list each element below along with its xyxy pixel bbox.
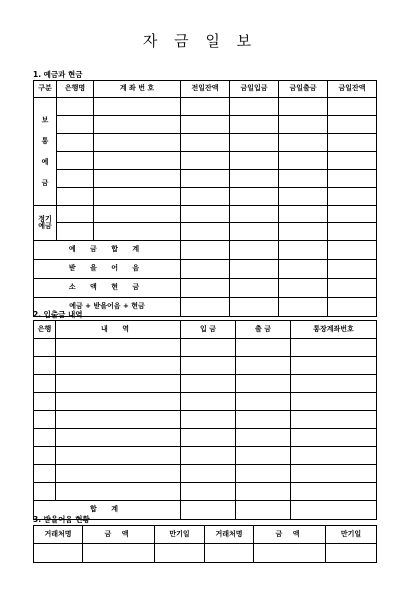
cell[interactable] <box>328 188 377 206</box>
cell[interactable] <box>94 116 181 134</box>
notes-header-row <box>34 526 377 544</box>
header-client-name: 거래처명 <box>34 526 83 544</box>
cell[interactable] <box>236 339 291 357</box>
cell[interactable] <box>94 134 181 152</box>
deposit-total-label: 예 금 합 계 <box>34 241 181 260</box>
cell[interactable] <box>181 339 236 357</box>
cell[interactable] <box>236 429 291 447</box>
cell[interactable] <box>57 170 94 188</box>
deposit-header-row <box>34 81 377 98</box>
cell[interactable] <box>236 411 291 429</box>
notes-receivable-table <box>33 525 377 563</box>
header-withdrawal: 출 금 <box>236 321 291 339</box>
cell[interactable] <box>34 483 56 501</box>
header-today-deposit: 금일입금 <box>230 81 279 98</box>
cell[interactable] <box>279 116 328 134</box>
cell[interactable] <box>181 501 236 520</box>
cell[interactable] <box>230 279 279 298</box>
cell[interactable] <box>326 544 377 563</box>
cell[interactable] <box>279 206 328 223</box>
cell[interactable] <box>56 429 181 447</box>
cell[interactable] <box>230 134 279 152</box>
table-row <box>34 357 377 375</box>
cell[interactable] <box>34 411 56 429</box>
cell[interactable] <box>236 501 291 520</box>
cash-flow-header-row <box>34 321 377 339</box>
cell[interactable] <box>56 447 181 465</box>
cell[interactable] <box>279 152 328 170</box>
cell[interactable] <box>328 206 377 223</box>
cell[interactable] <box>181 483 236 501</box>
header-due-date-2: 만기일 <box>326 526 377 544</box>
cell[interactable] <box>181 188 230 206</box>
cell[interactable] <box>230 98 279 116</box>
cell[interactable] <box>328 98 377 116</box>
header-details: 내 역 <box>56 321 181 339</box>
cell[interactable] <box>291 393 377 411</box>
cell[interactable] <box>181 357 236 375</box>
cell[interactable] <box>279 298 328 317</box>
cell[interactable] <box>57 116 94 134</box>
cell[interactable] <box>57 98 94 116</box>
ordinary-deposit-char: 금 <box>41 178 49 187</box>
cell[interactable] <box>34 429 56 447</box>
cell[interactable] <box>181 298 230 317</box>
cell[interactable] <box>56 393 181 411</box>
cell[interactable] <box>155 544 205 563</box>
cell[interactable] <box>181 241 230 260</box>
cell[interactable] <box>94 223 181 241</box>
header-due-date: 만기일 <box>155 526 205 544</box>
table-row <box>34 170 377 188</box>
cell[interactable] <box>279 98 328 116</box>
cash-flow-total-label: 합 계 <box>34 501 181 520</box>
header-bank: 은행 <box>34 321 56 339</box>
cell[interactable] <box>181 152 230 170</box>
cell[interactable] <box>57 206 94 223</box>
cell[interactable] <box>181 260 230 279</box>
cell[interactable] <box>181 170 230 188</box>
header-today-balance: 금일잔액 <box>328 81 377 98</box>
cell[interactable] <box>236 465 291 483</box>
cell[interactable] <box>57 188 94 206</box>
cell[interactable] <box>236 375 291 393</box>
table-row <box>34 279 377 298</box>
table-row <box>34 188 377 206</box>
table-row <box>34 465 377 483</box>
cell[interactable] <box>34 339 56 357</box>
petty-cash-label: 소 액 현 금 <box>34 279 181 298</box>
cell[interactable] <box>328 134 377 152</box>
section3-heading: 3. 받을어음 현황 <box>33 515 90 524</box>
ordinary-deposit-char: 보 <box>41 115 49 124</box>
table-row <box>34 298 377 317</box>
cell[interactable] <box>181 375 236 393</box>
cell[interactable] <box>291 375 377 393</box>
ordinary-deposit-char: 예 <box>41 157 49 166</box>
header-today-withdrawal: 금일출금 <box>279 81 328 98</box>
section1-heading: 1. 예금과 현금 <box>33 70 83 79</box>
cell[interactable] <box>94 152 181 170</box>
header-bank-account: 통장계좌번호 <box>291 321 377 339</box>
cell[interactable] <box>181 206 230 223</box>
table-row <box>34 98 377 116</box>
cell[interactable] <box>230 298 279 317</box>
cell[interactable] <box>236 393 291 411</box>
cell[interactable] <box>205 544 254 563</box>
cell[interactable] <box>230 170 279 188</box>
cell[interactable] <box>181 465 236 483</box>
table-row <box>34 339 377 357</box>
cell[interactable] <box>57 152 94 170</box>
cell[interactable] <box>94 98 181 116</box>
cell[interactable] <box>94 188 181 206</box>
table-row <box>34 411 377 429</box>
cell[interactable] <box>57 223 94 241</box>
cell[interactable] <box>56 411 181 429</box>
table-row <box>34 447 377 465</box>
cell[interactable] <box>254 544 326 563</box>
cell[interactable] <box>291 483 377 501</box>
table-row <box>34 260 377 279</box>
cell[interactable] <box>56 339 181 357</box>
cell[interactable] <box>328 152 377 170</box>
cell[interactable] <box>34 465 56 483</box>
cell[interactable] <box>279 188 328 206</box>
cell[interactable] <box>236 483 291 501</box>
cell[interactable] <box>181 393 236 411</box>
header-amount: 금 액 <box>83 526 155 544</box>
cell[interactable] <box>279 170 328 188</box>
header-account-number: 계 좌 번 호 <box>94 81 181 98</box>
fixed-deposit-label: 정기 예금 <box>34 206 57 241</box>
cell[interactable] <box>328 298 377 317</box>
cell[interactable] <box>34 375 56 393</box>
cell[interactable] <box>57 134 94 152</box>
cell[interactable] <box>328 116 377 134</box>
cell[interactable] <box>236 447 291 465</box>
cell[interactable] <box>181 98 230 116</box>
cell[interactable] <box>83 544 155 563</box>
cell[interactable] <box>328 241 377 260</box>
cell[interactable] <box>181 447 236 465</box>
header-deposit: 입 금 <box>181 321 236 339</box>
table-row <box>34 483 377 501</box>
cell[interactable] <box>181 429 236 447</box>
cash-flow-table <box>33 320 377 520</box>
cell[interactable] <box>56 357 181 375</box>
header-bank-name: 은행명 <box>57 81 94 98</box>
cell[interactable] <box>230 188 279 206</box>
cell[interactable] <box>34 357 56 375</box>
cell[interactable] <box>279 241 328 260</box>
cell[interactable] <box>56 375 181 393</box>
section2-heading: 2. 입출금 내역 <box>33 310 83 319</box>
cell[interactable] <box>181 134 230 152</box>
cell[interactable] <box>328 279 377 298</box>
cell[interactable] <box>291 357 377 375</box>
table-row <box>34 206 377 223</box>
table-row <box>34 152 377 170</box>
cell[interactable] <box>291 339 377 357</box>
cell[interactable] <box>181 223 230 241</box>
table-row <box>34 544 377 563</box>
cell[interactable] <box>94 170 181 188</box>
cell[interactable] <box>230 241 279 260</box>
cell[interactable] <box>230 206 279 223</box>
table-row <box>34 134 377 152</box>
cell[interactable] <box>291 447 377 465</box>
header-category: 구분 <box>34 81 57 98</box>
deposit-cash-table <box>33 80 377 317</box>
cell[interactable] <box>236 357 291 375</box>
cell[interactable] <box>291 501 377 520</box>
cell[interactable] <box>34 544 83 563</box>
cell[interactable] <box>279 260 328 279</box>
cell[interactable] <box>230 152 279 170</box>
cell[interactable] <box>328 170 377 188</box>
grand-total-label: 예금 + 받을어음 + 현금 <box>34 298 181 317</box>
cell[interactable] <box>181 411 236 429</box>
header-amount-2: 금 액 <box>254 526 326 544</box>
table-row <box>34 429 377 447</box>
header-previous-balance: 전일잔액 <box>181 81 230 98</box>
cell[interactable] <box>34 447 56 465</box>
cell[interactable] <box>328 223 377 241</box>
cell[interactable] <box>291 411 377 429</box>
cell[interactable] <box>56 465 181 483</box>
cell[interactable] <box>230 223 279 241</box>
cell[interactable] <box>279 279 328 298</box>
table-row <box>34 393 377 411</box>
cell[interactable] <box>328 260 377 279</box>
cell[interactable] <box>230 260 279 279</box>
cell[interactable] <box>291 429 377 447</box>
table-row <box>34 116 377 134</box>
notes-receivable-label: 받 을 어 음 <box>34 260 181 279</box>
cell[interactable] <box>34 393 56 411</box>
table-row <box>34 241 377 260</box>
cell[interactable] <box>94 206 181 223</box>
cell[interactable] <box>291 465 377 483</box>
cell[interactable] <box>279 223 328 241</box>
table-row <box>34 375 377 393</box>
cell[interactable] <box>56 483 181 501</box>
header-client-name-2: 거래처명 <box>205 526 254 544</box>
table-row <box>34 223 377 241</box>
cell[interactable] <box>181 116 230 134</box>
cell[interactable] <box>230 116 279 134</box>
page-title: 자 금 일 보 <box>142 32 258 50</box>
cell[interactable] <box>279 134 328 152</box>
cell[interactable] <box>181 279 230 298</box>
ordinary-deposit-char: 통 <box>41 136 49 145</box>
ordinary-deposit-label <box>34 98 57 206</box>
